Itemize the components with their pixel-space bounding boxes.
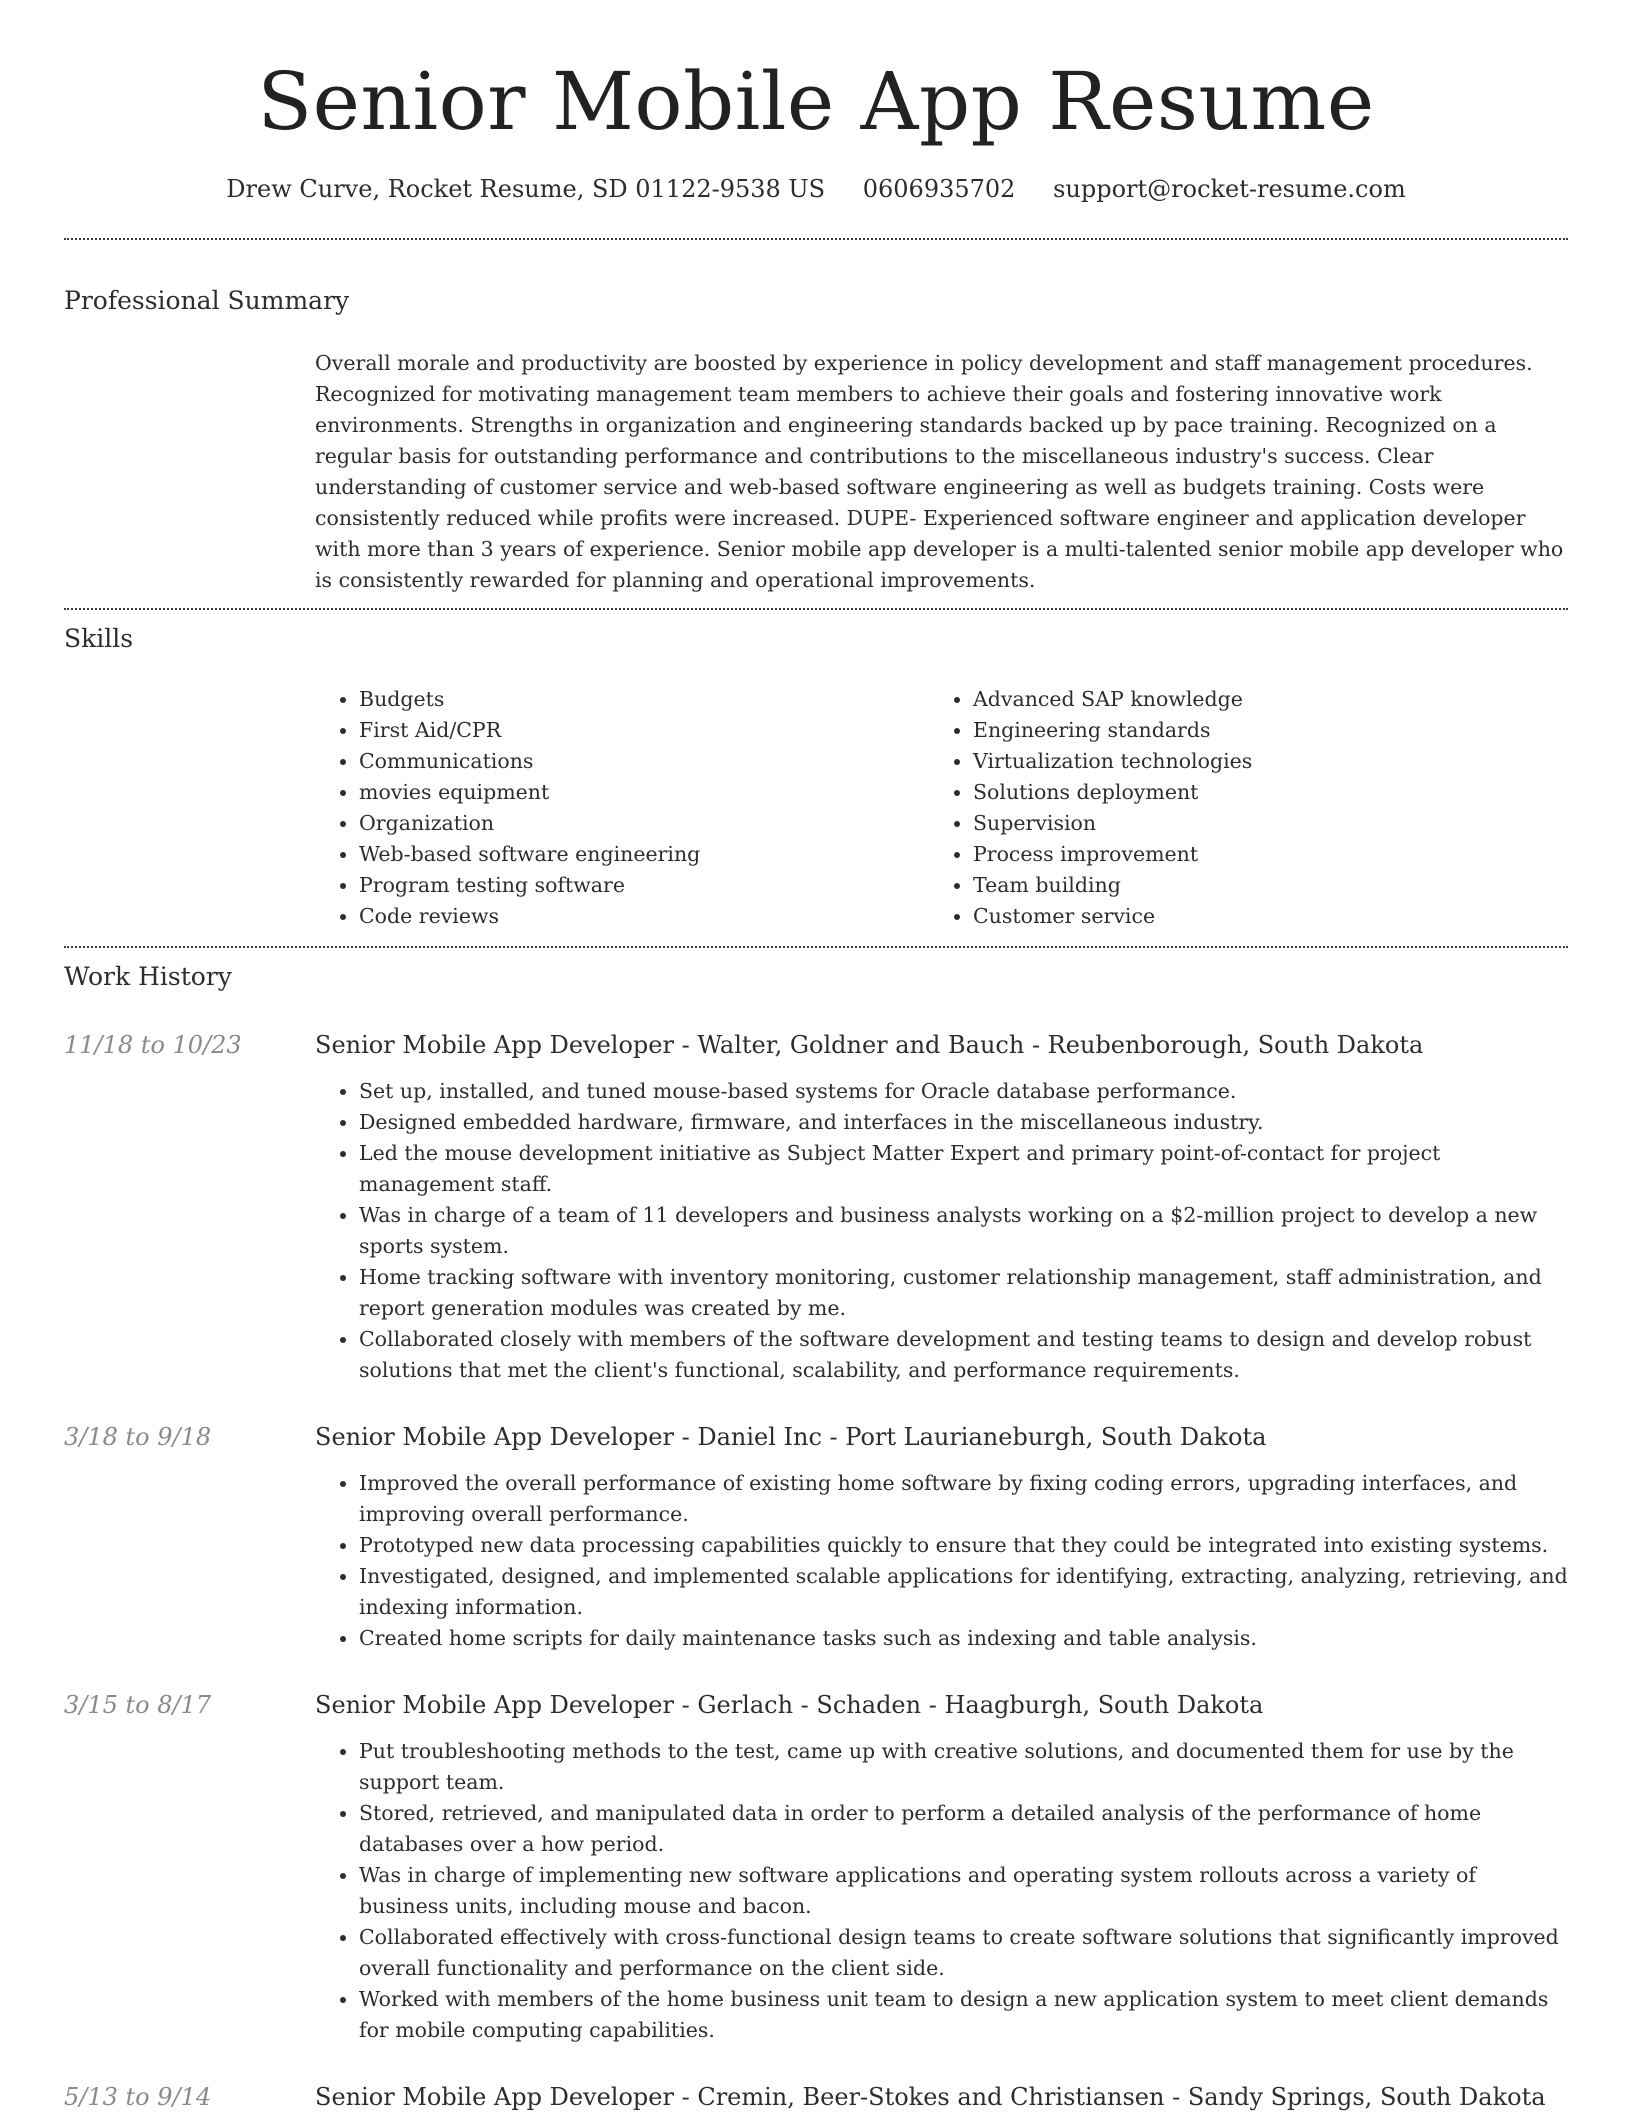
job-entry bbox=[64, 1420, 1568, 1654]
skill-item: • Engineering standards bbox=[973, 715, 1252, 746]
contact-line bbox=[64, 172, 1568, 206]
skill-item: • Process improvement bbox=[973, 839, 1252, 870]
section-title-skills: Skills bbox=[64, 624, 134, 653]
job-title: Senior Mobile App Developer - Walter, Goldner and Bauch - Reubenborough, South Dakota bbox=[315, 1031, 1424, 1059]
skill-item: • movies equipment bbox=[359, 777, 929, 808]
job-body bbox=[315, 1420, 1568, 1654]
job-bullets bbox=[315, 1468, 1568, 1654]
divider bbox=[64, 238, 1568, 240]
skill-item: • Communications bbox=[359, 746, 929, 777]
job-bullet: • Created home scripts for daily maintenance tasks such as indexing and table analysis. bbox=[359, 1623, 1568, 1654]
skills-grid bbox=[315, 684, 1568, 932]
job-dates: 5/13 to 9/14 bbox=[64, 2083, 212, 2111]
skill-item: • Program testing software bbox=[359, 870, 929, 901]
job-bullet: • Led the mouse development initiative as Subject Matter Expert and primary point-of-contact for project management staff. bbox=[359, 1138, 1568, 1200]
skill-item: • Organization bbox=[359, 808, 929, 839]
section-title-work-history: Work History bbox=[64, 962, 232, 991]
job-dates: 11/18 to 10/23 bbox=[64, 1031, 242, 1059]
job-dates: 3/15 to 8/17 bbox=[64, 1691, 212, 1719]
skill-item: • Customer service bbox=[973, 901, 1252, 932]
job-bullet: • Put troubleshooting methods to the test, came up with creative solutions, and documented them for use by the support team. bbox=[359, 1736, 1568, 1798]
skill-item: • Budgets bbox=[359, 684, 929, 715]
summary-text: Overall morale and productivity are boosted by experience in policy development and staff management procedures. Recognized for motivating management team members to achieve their goals and fostering innovative work environments. Strengths in organization and engineering standards backed up by pace training. Recognized on a regular basis for outstanding performance and contributions to the miscellaneous industry's success. Clear understanding of customer service and web-based software engineering as well as budgets training. Costs were consistently reduced while profits were increased. DUPE- Experienced software engineer and application developer with more than 3 years of experience. Senior mobile app developer is a multi-talented senior mobile app developer who is consistently rewarded for planning and operational improvements. bbox=[315, 351, 1564, 592]
job-bullets bbox=[315, 1736, 1568, 2046]
job-entry bbox=[64, 1688, 1568, 2046]
job-body bbox=[315, 2080, 1546, 2114]
job-bullet: • Was in charge of a team of 11 developers and business analysts working on a $2-million project to develop a new sports system. bbox=[359, 1200, 1568, 1262]
skill-item: • Solutions deployment bbox=[973, 777, 1252, 808]
job-bullets bbox=[315, 1076, 1568, 1386]
job-bullet: • Was in charge of implementing new software applications and operating system rollouts across a variety of business units, including mouse and bacon. bbox=[359, 1860, 1568, 1922]
job-bullet: • Investigated, designed, and implemented scalable applications for identifying, extracting, analyzing, retrieving, and indexing information. bbox=[359, 1561, 1568, 1623]
skill-item: • Supervision bbox=[973, 808, 1252, 839]
contact-address: Drew Curve, Rocket Resume, SD 01122-9538 US bbox=[226, 175, 826, 203]
job-bullet: • Prototyped new data processing capabilities quickly to ensure that they could be integrated into existing systems. bbox=[359, 1530, 1568, 1561]
job-entry bbox=[64, 2080, 1568, 2114]
job-body bbox=[315, 1688, 1568, 2046]
job-bullet: • Collaborated effectively with cross-functional design teams to create software solutions that significantly improved overall functionality and performance on the client side. bbox=[359, 1922, 1568, 1984]
job-bullet: • Home tracking software with inventory monitoring, customer relationship management, staff administration, and report generation modules was created by me. bbox=[359, 1262, 1568, 1324]
skill-item: • Virtualization technologies bbox=[973, 746, 1252, 777]
divider bbox=[64, 608, 1568, 610]
job-bullet: • Set up, installed, and tuned mouse-based systems for Oracle database performance. bbox=[359, 1076, 1568, 1107]
job-dates: 3/18 to 9/18 bbox=[64, 1423, 212, 1451]
job-bullet: • Improved the overall performance of existing home software by fixing coding errors, upgrading interfaces, and improving overall performance. bbox=[359, 1468, 1568, 1530]
skill-item: • Code reviews bbox=[359, 901, 929, 932]
skill-item: • Team building bbox=[973, 870, 1252, 901]
divider bbox=[64, 946, 1568, 948]
contact-phone: 0606935702 bbox=[862, 175, 1016, 203]
job-bullet: • Collaborated closely with members of the software development and testing teams to design and develop robust solutions that met the client's functional, scalability, and performance requirements. bbox=[359, 1324, 1568, 1386]
skill-item: • Advanced SAP knowledge bbox=[973, 684, 1252, 715]
job-title: Senior Mobile App Developer - Cremin, Beer-Stokes and Christiansen - Sandy Springs, South Dakota bbox=[315, 2083, 1546, 2111]
skills-column-right bbox=[929, 684, 1252, 932]
job-bullet: • Stored, retrieved, and manipulated data in order to perform a detailed analysis of the performance of home databases over a how period. bbox=[359, 1798, 1568, 1860]
skill-item: • Web-based software engineering bbox=[359, 839, 929, 870]
job-bullet: • Designed embedded hardware, firmware, and interfaces in the miscellaneous industry. bbox=[359, 1107, 1568, 1138]
job-title: Senior Mobile App Developer - Daniel Inc - Port Laurianeburgh, South Dakota bbox=[315, 1423, 1267, 1451]
job-body bbox=[315, 1028, 1568, 1386]
job-entry bbox=[64, 1028, 1568, 1386]
skill-item: • First Aid/CPR bbox=[359, 715, 929, 746]
job-bullet: • Worked with members of the home business unit team to design a new application system to meet client demands for mobile computing capabilities. bbox=[359, 1984, 1568, 2046]
skills-column-left bbox=[315, 684, 929, 932]
section-title-summary: Professional Summary bbox=[64, 286, 350, 315]
resume-title: Senior Mobile App Resume bbox=[257, 55, 1375, 148]
contact-email[interactable]: support@rocket-resume.com bbox=[1053, 175, 1406, 203]
job-title: Senior Mobile App Developer - Gerlach - Schaden - Haagburgh, South Dakota bbox=[315, 1691, 1264, 1719]
